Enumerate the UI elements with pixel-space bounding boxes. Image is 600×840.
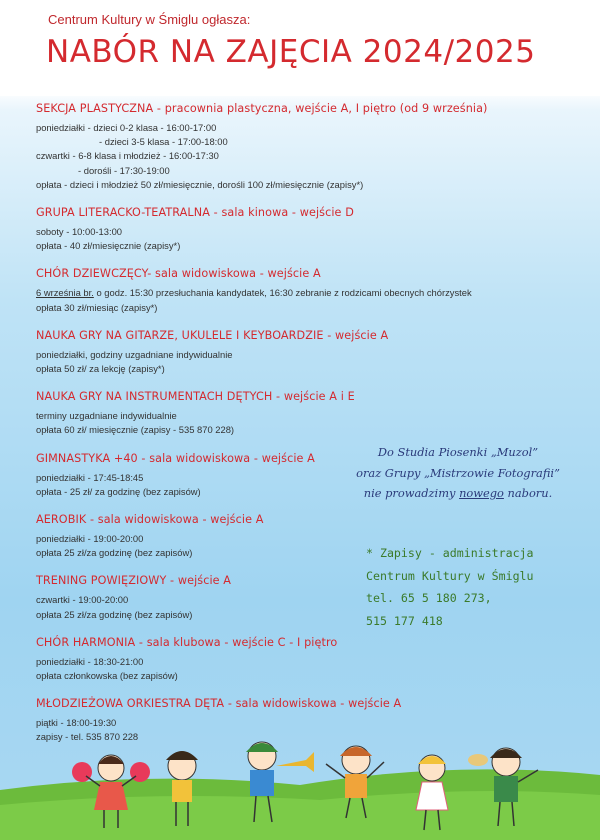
section-line: - dzieci 3-5 klasa - 17:00-18:00 [99,136,228,148]
section-line: poniedziałki - dzieci 0-2 klasa - 16:00-17:00 [36,122,217,133]
section-line: poniedziałki - 18:30-21:00 [36,655,144,667]
section-line: soboty - 10:00-13:00 [36,226,122,238]
notice-text: nie prowadzimy [363,486,460,500]
section-chor-harmonia [36,635,566,683]
jumping-kid-icon [326,746,384,818]
section-line: czwartki - 6-8 klasa i młodzież - 16:00-17:30 [36,150,219,162]
section-line: poniedziałki - 19:00-20:00 [36,533,144,545]
trumpet-icon [276,752,314,772]
section-title: SEKCJA PLASTYCZNA - pracownia plastyczna, wejście A, I piętro (od 9 września) [36,102,488,115]
registration-line: Centrum Kultury w Śmiglu [366,568,534,583]
section-line: opłata 25 zł/za godzinę (bez zapisów) [36,608,193,620]
notice-line [338,483,578,504]
section-title: NAUKA GRY NA INSTRUMENTACH DĘTYCH - wejście A i E [36,390,355,404]
date-underlined: 6 września br. [36,287,94,299]
notice-underlined-word: nowego [459,486,504,500]
section-orkiestra-deta [36,696,566,744]
dancing-girl-icon [416,755,448,830]
section-title: TRENING POWIĘZIOWY - wejście A [36,574,232,588]
section-line: opłata - dzieci i młodzież 50 zł/miesięcznie, dorośli 100 zł/miesięcznie (zapisy*) [36,178,364,190]
section-title: NAUKA GRY NA GITARZE, UKULELE I KEYBOARDZIE - wejście A [36,328,389,342]
section-line: opłata 25 zł/za godzinę (bez zapisów) [36,547,193,559]
section-title: GRUPA LITERACKO-TEATRALNA - sala kinowa - wejście D [36,206,354,220]
notice-text: naboru. [503,486,553,500]
trumpet-kid-icon [246,742,314,822]
notice-no-recruitment [338,442,578,504]
section-line: terminy uzgadniane indywidualnie [36,410,177,422]
section-line: - dorośli - 17:30-19:00 [78,164,170,176]
registration-phone: 515 177 418 [366,613,443,628]
header [0,0,600,96]
sections-list [36,101,566,745]
section-line: opłata 50 zł/ za lekcję (zapisy*) [36,363,165,375]
section-line: poniedziałki - 17:45-18:45 [36,471,144,483]
section-title: GIMNASTYKA +40 - sala widowiskowa - wejście A [36,451,315,465]
painter-kid-icon [468,748,538,826]
registration-phone: tel. 65 5 180 273, [366,591,492,605]
cheerleader-kid-icon [72,755,150,828]
registration-line: * Zapisy - administracja [366,546,534,560]
registration-info [366,542,534,632]
notice-line: oraz Grupy „Mistrzowie Fotografii” [356,465,560,480]
section-line [36,286,566,300]
section-title: MŁODZIEŻOWA ORKIESTRA DĘTA - sala widowiskowa - wejście A [36,697,402,711]
palette-icon [468,754,488,766]
section-gitara-ukulele-keyboard [36,328,566,376]
section-line: poniedziałki, godziny uzgadniane indywidualnie [36,348,233,360]
section-title: AEROBIK - sala widowiskowa - wejście A [36,513,264,527]
section-title: CHÓR DZIEWCZĘCY- sala widowiskowa - wejście A [36,267,321,281]
section-line: opłata 60 zł/ miesięcznie (zapisy - 535 870 228) [36,424,235,436]
section-line: zapisy - tel. 535 870 228 [36,731,139,743]
section-instrumenty-dete [36,389,566,437]
organizer-line: Centrum Kultury w Śmiglu ogłasza: [48,12,251,27]
section-line: piątki - 18:00-19:30 [36,717,117,729]
section-line-rest: o godz. 15:30 przesłuchania kandydatek, 16:30 zebranie z rodzicami obecnych chórzystek [93,287,472,299]
section-line: opłata - 25 zł/ za godzinę (bez zapisów) [36,485,201,497]
section-title: CHÓR HARMONIA - sala klubowa - wejście C - I piętro [36,635,338,649]
section-line: opłata - 40 zł/miesięcznie (zapisy*) [36,240,181,252]
section-line: opłata członkowska (bez zapisów) [36,670,178,682]
section-chor-dziewczecy [36,266,566,314]
section-line: czwartki - 19:00-20:00 [36,594,129,606]
notice-line: Do Studia Piosenki „Muzol” [377,445,539,459]
section-line: opłata 30 zł/miesiąc (zapisy*) [36,301,158,313]
page-title: NABÓR NA ZAJĘCIA 2024/2025 [46,34,536,70]
section-grupa-literacko-teatralna [36,205,566,253]
grass-icon [0,769,600,840]
section-sekcja-plastyczna [36,101,566,192]
girl-kid-icon [166,751,198,826]
